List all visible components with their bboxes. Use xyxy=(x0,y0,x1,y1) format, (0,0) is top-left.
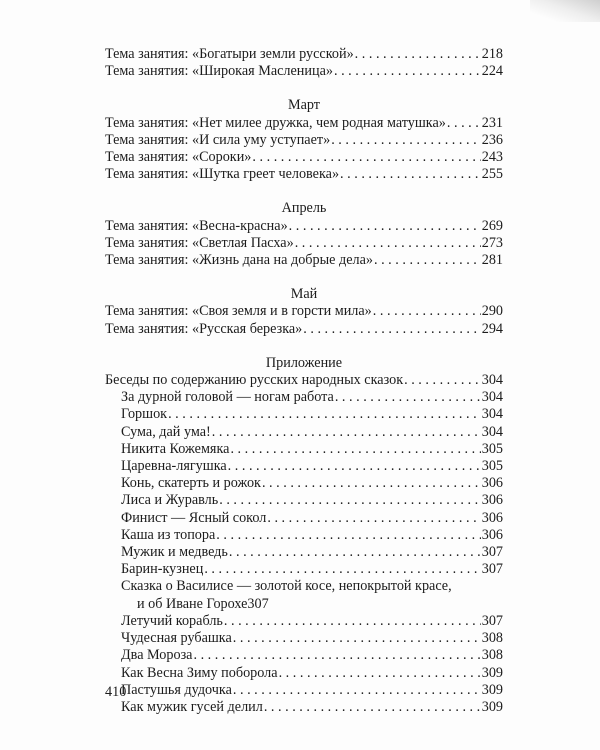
toc-entry-title: Барин-кузнец xyxy=(121,561,204,578)
toc-entry-title: Сума, дай ума! xyxy=(121,423,211,440)
toc-entry-page: 306 xyxy=(481,492,503,509)
toc-entry-title: Конь, скатерть и рожок xyxy=(121,475,261,492)
toc-section-april xyxy=(105,200,503,269)
toc-entry xyxy=(105,46,503,63)
table-of-contents xyxy=(105,46,503,733)
toc-section-continued xyxy=(105,46,503,80)
toc-section-march xyxy=(105,97,503,183)
section-heading-may: Май xyxy=(290,286,318,303)
toc-entry-title: Тема занятия: «Жизнь дана на добрые дела» xyxy=(105,252,373,269)
toc-entry-page: 304 xyxy=(481,372,503,389)
toc-entry-page: 304 xyxy=(481,406,503,423)
toc-entry xyxy=(105,63,503,80)
toc-entry-title: Два Мороза xyxy=(121,647,193,664)
dot-leader xyxy=(233,682,481,699)
toc-subentry xyxy=(105,492,503,509)
toc-entry-page: 236 xyxy=(481,131,503,148)
dot-leader xyxy=(204,561,480,578)
dot-leader xyxy=(279,665,481,682)
toc-entry-title: Тема занятия: «Нет милее дружка, чем родная матушка» xyxy=(105,114,446,131)
toc-entry-page: 304 xyxy=(481,423,503,440)
section-heading-march: Март xyxy=(287,97,321,114)
toc-entry-page: 281 xyxy=(481,252,503,269)
dot-leader xyxy=(224,613,481,630)
toc-entry-page: 309 xyxy=(481,698,503,715)
toc-entry-title: Чудесная рубашка xyxy=(121,630,232,647)
toc-entry-page: 307 xyxy=(481,612,503,629)
toc-subentry xyxy=(105,699,503,716)
dot-leader xyxy=(404,372,481,389)
toc-entry-page: 273 xyxy=(481,234,503,251)
toc-entry xyxy=(105,321,503,338)
toc-entry-title: Беседы по содержанию русских народных сказок xyxy=(105,372,404,389)
dot-leader xyxy=(334,63,481,80)
dot-leader xyxy=(335,389,481,406)
toc-entry-title-line2: и об Иване Горохе xyxy=(137,595,248,612)
toc-entry xyxy=(105,149,503,166)
toc-entry-page: 269 xyxy=(481,217,503,234)
toc-entry xyxy=(105,218,503,235)
toc-subentry xyxy=(105,389,503,406)
toc-subentry xyxy=(105,441,503,458)
toc-entry-page: 307 xyxy=(481,561,503,578)
toc-entry xyxy=(105,372,503,389)
toc-entry-title: Пастушья дудочка xyxy=(121,681,232,698)
dot-leader xyxy=(229,544,481,561)
toc-entry-title: Тема занятия: «Русская березка» xyxy=(105,320,303,337)
dot-leader xyxy=(168,406,481,423)
toc-entry-title: Как Весна Зиму поборола xyxy=(121,664,278,681)
toc-entry-page: 290 xyxy=(481,303,503,320)
toc-entry-title: Тема занятия: «Богатыри земли русской» xyxy=(105,46,354,62)
dot-leader xyxy=(228,458,481,475)
toc-subentry xyxy=(105,561,503,578)
toc-entry-page: 306 xyxy=(481,509,503,526)
toc-entry-page: 224 xyxy=(481,63,503,80)
toc-entry-title: Мужик и медведь xyxy=(121,544,228,561)
toc-entry xyxy=(105,166,503,183)
toc-entry-title: Финист — Ясный сокол xyxy=(121,509,267,526)
toc-entry-title: Тема занятия: «Светлая Пасха» xyxy=(105,234,294,251)
toc-entry-title-line1: Сказка о Василисе — золотой косе, непокрытой красе, xyxy=(121,578,452,595)
section-heading-appendix: Приложение xyxy=(265,354,343,371)
toc-subentry xyxy=(105,682,503,699)
toc-entry-title: Тема занятия: «Весна-красна» xyxy=(105,217,288,234)
toc-entry-title: Тема занятия: «Сороки» xyxy=(105,149,252,166)
dot-leader xyxy=(233,630,481,647)
toc-entry-title: Летучий корабль xyxy=(121,612,223,629)
page-corner-shadow xyxy=(530,0,600,22)
dot-leader xyxy=(295,235,481,252)
toc-entry-title: За дурной головой — ногам работа xyxy=(121,389,334,406)
dot-leader xyxy=(340,166,481,183)
dot-leader xyxy=(289,218,481,235)
toc-entry-page: 294 xyxy=(481,320,503,337)
toc-entry-title: Тема занятия: «Широкая Масленица» xyxy=(105,63,333,80)
dot-leader xyxy=(303,321,480,338)
toc-entry-title: Царевна-лягушка xyxy=(121,458,227,475)
dot-leader xyxy=(230,441,480,458)
dot-leader xyxy=(447,115,481,132)
dot-leader xyxy=(374,252,481,269)
toc-entry-title: Тема занятия: «И сила уму уступает» xyxy=(105,131,331,148)
dot-leader xyxy=(264,699,481,716)
toc-entry-page: 305 xyxy=(481,440,503,457)
dot-leader xyxy=(262,475,481,492)
toc-entry-line2 xyxy=(121,596,503,613)
toc-entry xyxy=(105,235,503,252)
toc-entry-page: 255 xyxy=(481,166,503,183)
toc-subentry xyxy=(105,527,503,544)
toc-subentry xyxy=(105,458,503,475)
toc-entry xyxy=(105,252,503,269)
toc-entry-page: 231 xyxy=(481,114,503,131)
toc-entry-page: 218 xyxy=(481,46,503,62)
page-number: 410 xyxy=(105,684,127,700)
toc-entry-page: 307 xyxy=(247,595,269,612)
dot-leader xyxy=(267,510,480,527)
dot-leader xyxy=(216,527,480,544)
toc-entry-title: Горшок xyxy=(121,406,168,423)
toc-entry-page: 308 xyxy=(481,647,503,664)
toc-section-appendix xyxy=(105,355,503,716)
toc-entry-title: Тема занятия: «Своя земля и в горсти мила» xyxy=(105,303,372,320)
dot-leader xyxy=(193,647,480,664)
toc-entry-page: 243 xyxy=(481,149,503,166)
toc-entry-page: 309 xyxy=(481,664,503,681)
toc-entry-title: Как мужик гусей делил xyxy=(121,698,263,715)
toc-subentry xyxy=(105,475,503,492)
dot-leader xyxy=(373,303,481,320)
toc-subentry xyxy=(105,510,503,527)
toc-subentry xyxy=(105,630,503,647)
toc-entry-page: 309 xyxy=(481,681,503,698)
dot-leader xyxy=(331,132,481,149)
toc-subentry xyxy=(105,665,503,682)
toc-subentry xyxy=(105,406,503,423)
section-heading-april: Апрель xyxy=(281,200,327,217)
toc-entry xyxy=(105,132,503,149)
dot-leader xyxy=(219,492,480,509)
toc-entry-page: 308 xyxy=(481,630,503,647)
toc-subentry xyxy=(105,613,503,630)
toc-entry-page: 306 xyxy=(481,526,503,543)
toc-entry-page: 304 xyxy=(481,389,503,406)
toc-subentry xyxy=(105,424,503,441)
toc-entry-page: 307 xyxy=(481,544,503,561)
toc-entry-title: Никита Кожемяка xyxy=(121,440,230,457)
toc-entry xyxy=(105,115,503,132)
toc-subentry-multiline xyxy=(105,578,503,612)
toc-entry-page: 306 xyxy=(481,475,503,492)
toc-entry-page: 305 xyxy=(481,458,503,475)
toc-subentry xyxy=(105,647,503,664)
toc-subentry xyxy=(105,544,503,561)
toc-entry xyxy=(105,303,503,320)
toc-section-may xyxy=(105,286,503,338)
dot-leader xyxy=(212,424,481,441)
dot-leader xyxy=(252,149,480,166)
toc-entry-title: Лиса и Журавль xyxy=(121,492,219,509)
dot-leader xyxy=(355,46,481,63)
toc-entry-title: Тема занятия: «Шутка греет человека» xyxy=(105,166,340,183)
toc-entry-title: Каша из топора xyxy=(121,526,216,543)
